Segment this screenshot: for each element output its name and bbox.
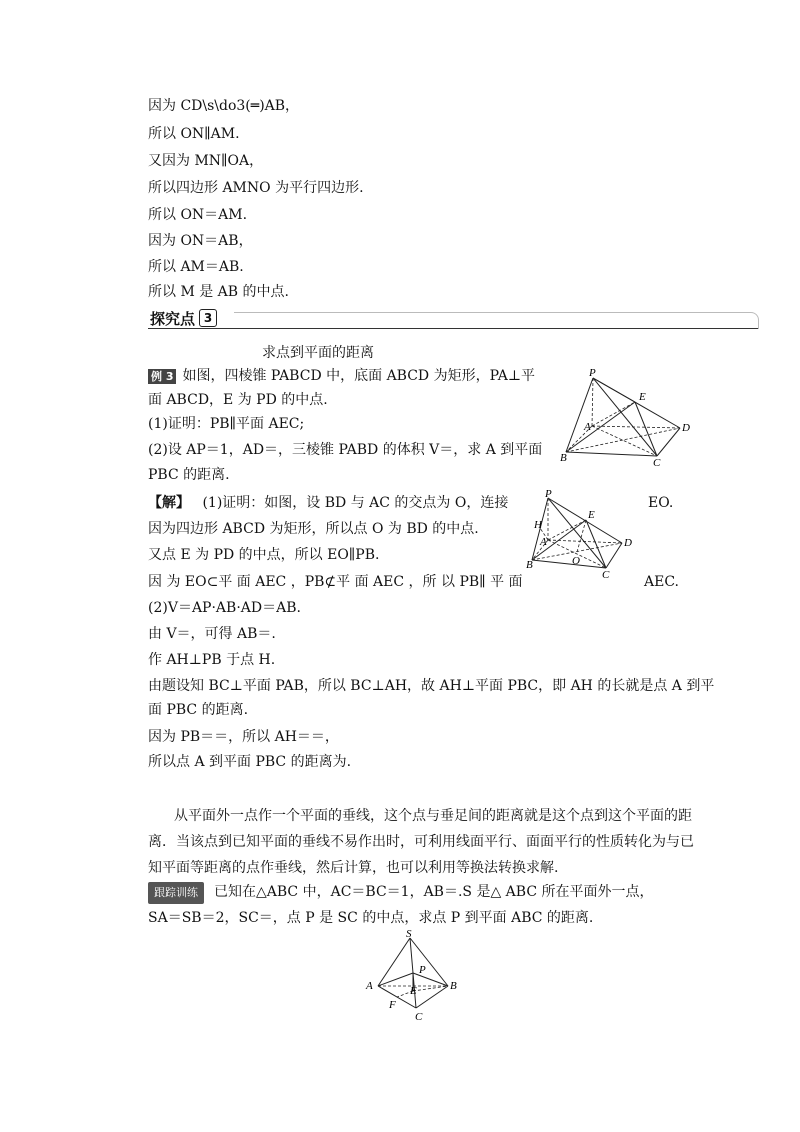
- section-number: 3: [199, 309, 217, 327]
- proof-line-1: 因为 CD\s\do3(═)AB，: [148, 98, 300, 114]
- fig3-label-B: B: [450, 980, 457, 992]
- summary-line-1: 从平面外一点作一个平面的垂线，这个点与垂足间的距离就是这个点到这个平面的距: [174, 808, 692, 824]
- solution-line-1: (1)证明：如图，设 BD 与 AC 的交点为 O，连接: [202, 495, 509, 511]
- solution-line-3: 又点 E 为 PD 的中点，所以 EO∥PB.: [148, 547, 380, 563]
- example-q-line3: (1)证明：PB∥平面 AEC;: [148, 416, 305, 432]
- fig3-label-S: S: [406, 928, 412, 940]
- solution-line-4: 因 为 EO⊂平 面 AEC ，PB⊄平 面 AEC ，所 以 PB∥ 平 面: [148, 574, 523, 590]
- proof-line-7: 所以 AM＝AB.: [148, 259, 244, 275]
- proof-line-4: 所以四边形 AMNO 为平行四边形.: [148, 180, 364, 196]
- fig3-label-F: F: [389, 999, 396, 1011]
- section-title: 求点到平面的距离: [262, 345, 374, 361]
- section-label: 探究点: [150, 309, 196, 328]
- fig1-label-C: C: [653, 457, 661, 468]
- summary-line-3: 知平面等距离的点作垂线，然后计算，也可以利用等换法转换求解.: [148, 860, 559, 876]
- practice-line-2: SA＝SB＝2，SC＝，点 P 是 SC 的中点，求点 P 到平面 ABC 的距离.: [148, 910, 594, 926]
- fig2-label-C: C: [602, 569, 610, 578]
- fig2-label-P: P: [545, 488, 552, 500]
- solution-line-8: 由题设知 BC⊥平面 PAB，所以 BC⊥AH，故 AH⊥平面 PBC，即 AH 的长就是点 A 到平: [148, 678, 715, 694]
- solution-line-7: 作 AH⊥PB 于点 H.: [148, 652, 276, 668]
- fig3-label-C: C: [415, 1011, 423, 1023]
- fig2-label-D: D: [624, 537, 632, 549]
- section-divider: [148, 328, 758, 329]
- practice-badge: 跟踪训练: [148, 882, 204, 904]
- solution-label: 【解】: [148, 495, 190, 511]
- solution-line-1-tail: EO.: [648, 495, 674, 511]
- summary-line-2: 离．当该点到已知平面的垂线不易作出时，可利用线面平行、面面平行的性质转化为与已: [148, 834, 694, 850]
- example-badge: 例 3: [148, 369, 176, 384]
- solution-line-5: (2)V＝AP·AB·AD＝AB.: [148, 600, 301, 616]
- solution-line-4-tail: AEC.: [644, 574, 679, 590]
- fig3-label-A: A: [366, 980, 373, 992]
- solution-line-2: 因为四边形 ABCD 为矩形，所以点 O 为 BD 的中点.: [148, 521, 479, 537]
- fig3-label-E: E: [410, 985, 417, 997]
- proof-line-8: 所以 M 是 AB 的中点.: [148, 284, 289, 300]
- solution-line-11: 所以点 A 到平面 PBC 的距离为.: [148, 754, 352, 770]
- fig2-label-B: B: [526, 559, 533, 571]
- fig2-label-E: E: [588, 509, 595, 521]
- proof-line-5: 所以 ON＝AM.: [148, 207, 248, 223]
- fig1-label-D: D: [682, 422, 690, 434]
- example-q-line2: 面 ABCD，E 为 PD 的中点.: [148, 392, 328, 408]
- section-header-frame: [234, 312, 759, 329]
- fig2-label-A: A: [540, 536, 547, 548]
- example-q-line5: PBC 的距离.: [148, 467, 230, 483]
- pyramid-figure-2: [526, 488, 646, 578]
- solution-line-10: 因为 PB＝＝，所以 AH＝＝，: [148, 729, 339, 745]
- proof-line-3: 又因为 MN∥OA，: [148, 153, 264, 169]
- fig1-label-P: P: [589, 368, 596, 379]
- proof-line-2: 所以 ON∥AM.: [148, 126, 240, 142]
- practice-line-1: 已知在△ABC 中，AC＝BC＝1，AB＝.S 是△ ABC 所在平面外一点，: [214, 884, 654, 900]
- fig1-label-B: B: [560, 452, 567, 464]
- pyramid-figure-1: [560, 368, 700, 468]
- solution-line-6: 由 V＝，可得 AB＝.: [148, 626, 276, 642]
- fig1-label-E: E: [639, 391, 646, 403]
- fig1-label-A: A: [584, 421, 591, 433]
- section-header: [148, 307, 217, 329]
- proof-line-6: 因为 ON＝AB，: [148, 233, 253, 249]
- fig2-label-O: O: [572, 555, 580, 567]
- solution-line-9: 面 PBC 的距离.: [148, 702, 249, 718]
- fig2-label-H: H: [534, 519, 542, 531]
- tetrahedron-figure: [364, 928, 464, 1023]
- example-q-line4: (2)设 AP＝1，AD＝，三棱锥 PABD 的体积 V＝，求 A 到平面: [148, 442, 543, 458]
- fig3-label-P: P: [419, 964, 426, 976]
- example-q-line1: 如图，四棱锥 PABCD 中，底面 ABCD 为矩形，PA⊥平: [182, 368, 536, 384]
